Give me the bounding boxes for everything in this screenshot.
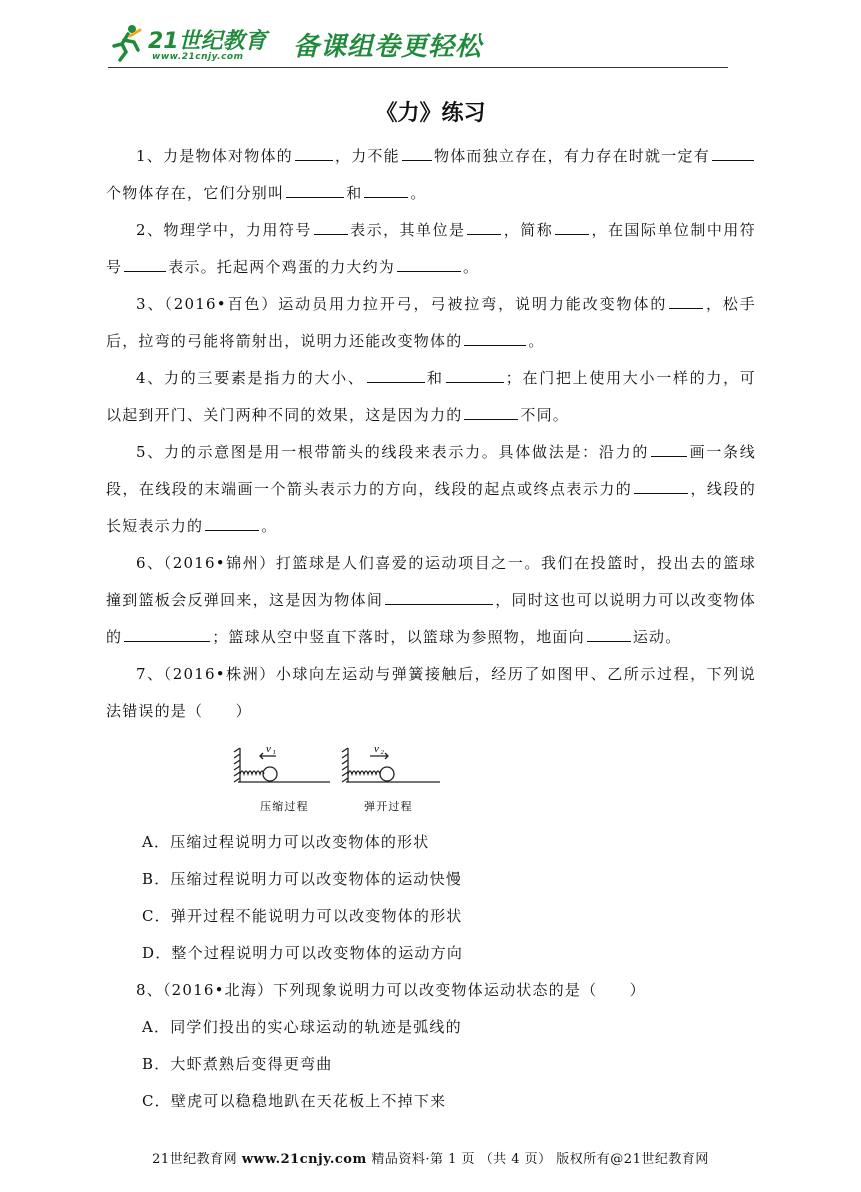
page-title: 《力》练习 (375, 101, 486, 126)
q8-option-c[interactable]: C．壁虎可以稳稳地趴在天花板上不掉下来 (142, 1092, 447, 1110)
answer-blank[interactable] (364, 181, 408, 198)
q8-option-b[interactable]: B．大虾煮熟后变得更弯曲 (142, 1055, 333, 1073)
answer-blank[interactable] (286, 181, 344, 198)
footer-url[interactable]: www.21cnjy.com (241, 1152, 367, 1167)
answer-blank[interactable] (712, 144, 754, 161)
answer-blank[interactable] (124, 625, 210, 642)
logo-text: 21世纪教育 (148, 29, 267, 54)
footer-site: 21世纪教育网 (152, 1152, 238, 1167)
answer-blank[interactable] (446, 366, 504, 383)
answer-blank[interactable] (314, 218, 348, 235)
answer-blank[interactable] (555, 218, 589, 235)
spring-figure (106, 740, 756, 822)
page-header (108, 18, 728, 72)
answer-blank[interactable] (464, 329, 526, 346)
v2-label: v₂ (374, 743, 386, 755)
q7-option-a[interactable]: A．压缩过程说明力可以改变物体的形状 (142, 833, 430, 851)
question-6: 6、（2016•锦州）打篮球是人们喜爱的运动项目之一。我们在投篮时，投出去的篮球撞到篮板会反弹回来，这是因为物体间 ，同时这也可以说明力可以改变物体的 ；篮球从空中竖直下落时，以篮球为参照物，地面向 运动。 (106, 554, 757, 646)
answer-blank[interactable] (385, 588, 493, 605)
question-8-stem: 8、（2016•北海）下列现象说明力可以改变物体运动状态的是（ ） (136, 981, 646, 999)
label-release: 弹开过程 (364, 800, 413, 813)
answer-blank[interactable] (587, 625, 631, 642)
question-3: 3、（2016•百色）运动员用力拉开弓，弓被拉弯，说明力能改变物体的 ，松手后，拉弯的弓能将箭射出，说明力还能改变物体的 。 (106, 286, 756, 360)
answer-blank[interactable] (669, 292, 703, 309)
answer-blank[interactable] (124, 255, 166, 272)
question-1: 1、力是物体对物体的 ，力不能 物体而独立存在，有力存在时就一定有个物体存在，它们分别叫 和 。 (106, 138, 756, 212)
spring-diagram (230, 740, 460, 822)
answer-blank[interactable] (205, 514, 259, 531)
runner-logo-icon (108, 22, 148, 62)
answer-blank[interactable] (397, 255, 461, 272)
q7-option-b[interactable]: B．压缩过程说明力可以改变物体的运动快慢 (142, 870, 463, 888)
q8-option-a[interactable]: A．同学们投出的实心球运动的轨迹是弧线的 (142, 1018, 462, 1036)
v1-label: v₁ (266, 743, 278, 755)
header-rule (108, 67, 728, 68)
answer-blank[interactable] (402, 144, 432, 161)
answer-blank[interactable] (634, 477, 688, 494)
question-5: 5、力的示意图是用一根带箭头的线段来表示力。具体做法是：沿力的 画一条线段，在线段的末端画一个箭头表示力的方向，线段的起点或终点表示力的 ，线段的长短表示力的 。 (106, 434, 756, 545)
label-compress: 压缩过程 (260, 800, 309, 813)
question-7-stem: 7、（2016•株洲）小球向左运动与弹簧接触后，经历了如图甲、乙所示过程，下列说法错误的是（ ） (106, 665, 756, 720)
logo-url: www.21cnjy.com (152, 52, 244, 62)
answer-blank[interactable] (464, 403, 518, 420)
question-2: 2、物理学中，力用符号 表示，其单位是 ，简称 ，在国际单位制中用符号 表示。托起两个鸡蛋的力大约为 。 (106, 212, 756, 286)
q7-option-d[interactable]: D．整个过程说明力可以改变物体的运动方向 (142, 944, 464, 962)
page-footer (0, 1148, 861, 1167)
answer-blank[interactable] (651, 440, 687, 457)
answer-blank[interactable] (295, 144, 333, 161)
exercise-content (106, 138, 756, 1120)
answer-blank[interactable] (467, 218, 501, 235)
footer-rest: 精品资料·第 1 页 （共 4 页） 版权所有@21世纪教育网 (371, 1152, 709, 1167)
question-4: 4、力的三要素是指力的大小、 和 ；在门把上使用大小一样的力，可以起到开门、关门两种不同的效果，这是因为力的 不同。 (106, 360, 756, 434)
q7-option-c[interactable]: C．弹开过程不能说明力可以改变物体的形状 (142, 907, 463, 925)
header-slogan: 备课组卷更轻松 (293, 32, 483, 62)
answer-blank[interactable] (367, 366, 425, 383)
